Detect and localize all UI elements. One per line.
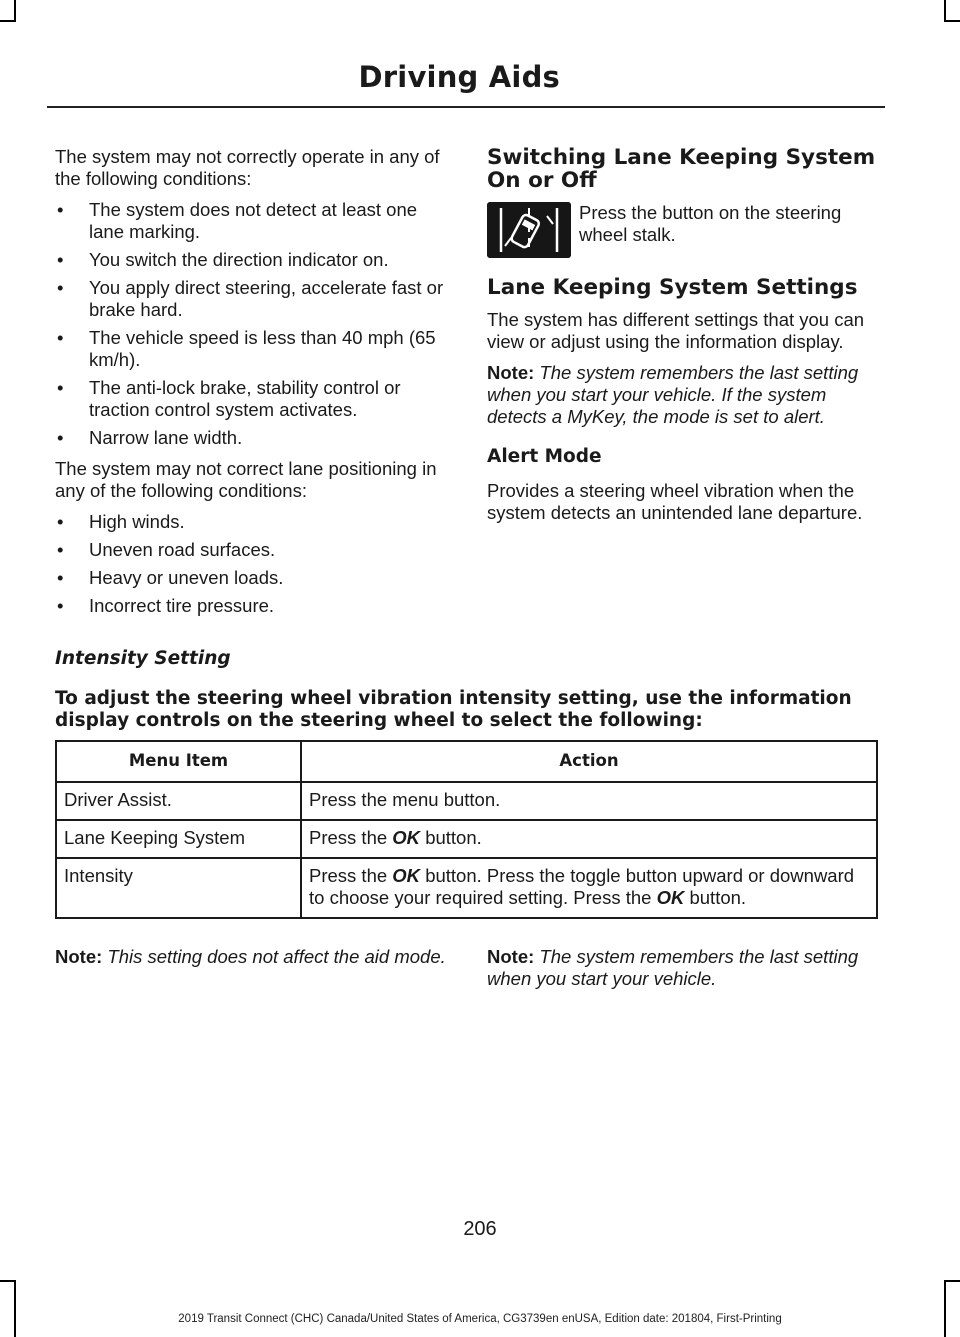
settings-note	[487, 362, 879, 428]
column-header: Action	[301, 741, 877, 782]
list-item: • The anti-lock brake, stability control or traction control system activates.	[55, 377, 447, 421]
crop-mark	[944, 1280, 960, 1282]
action-cell: Press the menu button.	[301, 782, 877, 820]
action-cell	[301, 820, 877, 858]
list-item: • The vehicle speed is less than 40 mph (65 km/h).	[55, 327, 447, 371]
action-text: button.	[425, 827, 482, 848]
settings-text: The system has different settings that you can view or adjust using the information display.	[487, 309, 865, 352]
menu-item-cell: Driver Assist.	[56, 782, 301, 820]
table-header-row	[56, 741, 877, 782]
list-item: • High winds.	[55, 511, 447, 533]
table-row	[56, 782, 877, 820]
list-item: • You apply direct steering, accelerate fast or brake hard.	[55, 277, 447, 321]
crop-mark	[944, 1280, 946, 1337]
crop-mark	[14, 1280, 16, 1337]
crop-mark	[944, 20, 960, 22]
action-text: Press the	[309, 827, 388, 848]
page-title: Driving Aids	[358, 60, 560, 94]
note-text: This setting does not affect the aid mode.	[107, 946, 446, 967]
crop-mark	[14, 0, 16, 22]
menu-table	[55, 740, 878, 919]
note-text: The system remembers the last setting when you start your vehicle. If the system detects a MyKey, the mode is set to alert.	[487, 362, 859, 427]
alert-heading: Alert Mode	[487, 446, 602, 467]
crop-mark	[944, 0, 946, 22]
crop-mark	[0, 1280, 16, 1282]
menu-item-cell: Intensity	[56, 858, 301, 918]
ok-word: OK	[392, 827, 421, 848]
list-item: • Uneven road surfaces.	[55, 539, 447, 561]
list-item: • You switch the direction indicator on.	[55, 249, 447, 271]
ok-word: OK	[392, 865, 421, 886]
list-item: • Heavy or uneven loads.	[55, 567, 447, 589]
list-item: • Narrow lane width.	[55, 427, 447, 449]
list-item: • The system does not detect at least one lane marking.	[55, 199, 447, 243]
page-number: 206	[463, 1218, 497, 1240]
table-row	[56, 820, 877, 858]
action-cell	[301, 858, 877, 918]
note-label: Note:	[487, 362, 535, 383]
correct-conditions-list	[55, 511, 447, 617]
note-label: Note:	[55, 946, 103, 967]
left-column	[55, 146, 447, 626]
action-text: button. Press the toggle button upward or downward to choose your required setting. Press the	[309, 865, 855, 908]
list-item: • Incorrect tire pressure.	[55, 595, 447, 617]
action-text: button.	[689, 887, 747, 908]
switch-text: Press the button on the steering wheel stalk.	[579, 202, 842, 245]
right-column	[487, 146, 879, 533]
menu-item-cell: Lane Keeping System	[56, 820, 301, 858]
settings-heading: Lane Keeping System Settings	[487, 275, 858, 300]
bottom-note-right	[487, 946, 879, 990]
lane-keeping-icon	[487, 202, 571, 258]
intensity-heading: Intensity Setting	[55, 648, 231, 669]
ok-word: OK	[656, 887, 685, 908]
header-divider	[47, 106, 885, 108]
bottom-note-left	[55, 946, 447, 968]
table-row	[56, 858, 877, 918]
action-text: Press the	[309, 865, 388, 886]
column-header: Menu Item	[56, 741, 301, 782]
switch-heading: Switching Lane Keeping System On or Off	[487, 145, 876, 193]
note-text: The system remembers the last setting when you start your vehicle.	[487, 946, 859, 989]
alert-text: Provides a steering wheel vibration when the system detects an unintended lane departure.	[487, 480, 863, 523]
intensity-instruction: To adjust the steering wheel vibration intensity setting, use the information display controls on the steering wheel to select the following:	[55, 688, 852, 731]
operate-intro: The system may not correctly operate in any of the following conditions:	[55, 146, 440, 189]
correct-intro: The system may not correct lane positioning in any of the following conditions:	[55, 458, 437, 501]
note-label: Note:	[487, 946, 535, 967]
crop-mark	[0, 20, 16, 22]
footer-text: 2019 Transit Connect (CHC) Canada/United States of America, CG3739en enUSA, Edition date: 201804, First-Printing	[178, 1313, 782, 1325]
operate-conditions-list	[55, 199, 447, 449]
switch-row	[487, 202, 879, 258]
